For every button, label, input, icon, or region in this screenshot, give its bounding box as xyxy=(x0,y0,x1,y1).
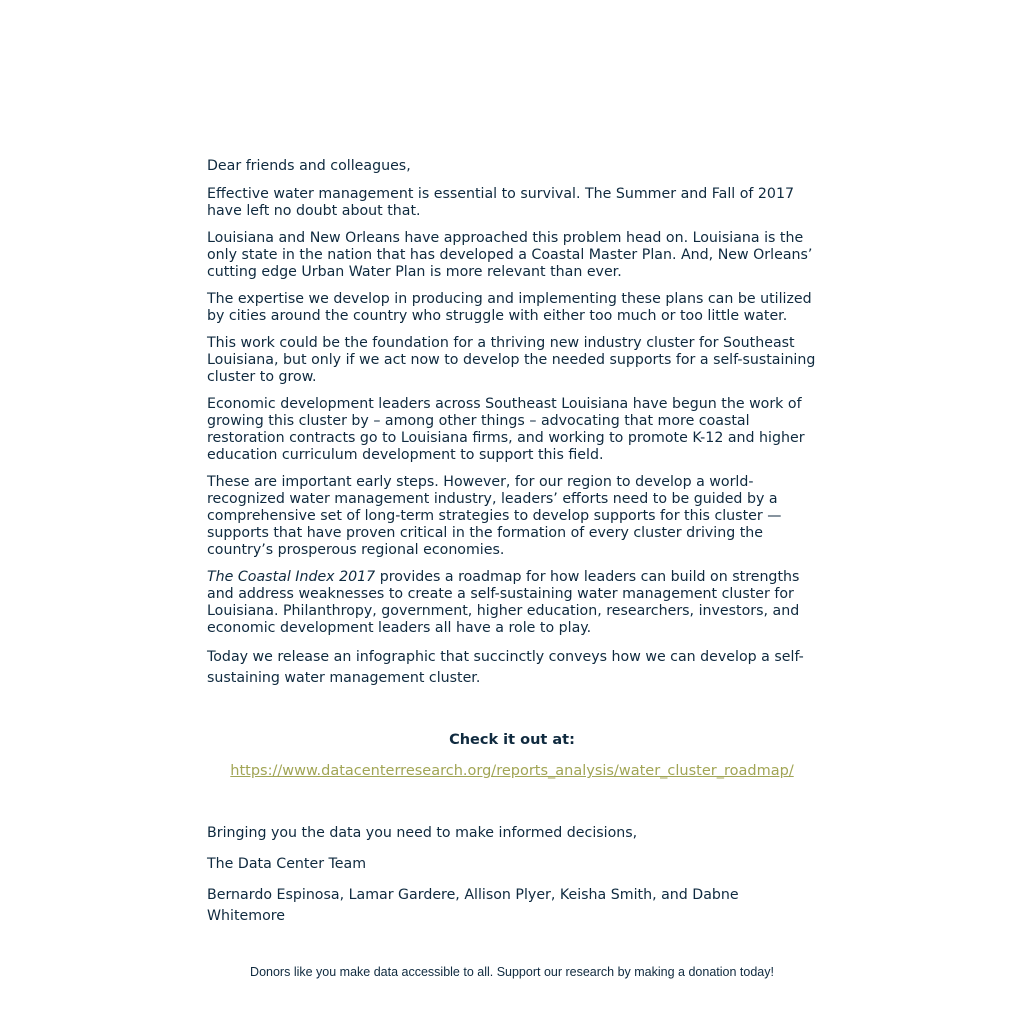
paragraph-survival: Effective water management is essential to survival. The Summer and Fall of 2017 have left no doubt about that. xyxy=(207,186,795,219)
check-it-out-heading: Check it out at: xyxy=(449,732,575,748)
paragraph-infographic: Today we release an infographic that succinctly conveys how we can develop a self-sustaining water management cluster. xyxy=(207,649,804,686)
team-members: Bernardo Espinosa, Lamar Gardere, Allison Plyer, Keisha Smith, and Dabne Whitemore xyxy=(207,887,739,924)
paragraph-coastal-index xyxy=(207,569,819,637)
letter-body xyxy=(207,158,819,699)
paragraph-expertise: The expertise we develop in producing and implementing these plans can be utilized by cities around the country who struggle with either too much or too little water. xyxy=(207,291,812,324)
paragraph-coastal-plan: Louisiana and New Orleans have approached this problem head on. Louisiana is the only state in the nation that has developed a Coastal Master Plan. And, New Orleans’ cutting edge Urban Water Plan is more relevant than ever. xyxy=(207,230,813,280)
roadmap-link-container xyxy=(207,763,817,779)
paragraph-coastal-index-text: provides a roadmap for how leaders can build on strengths and address weaknesses to create a self-sustaining water management cluster for Louisiana. Philanthropy, government, higher education, researchers, investors, and economic development leaders all have a role to play. xyxy=(207,569,800,636)
report-title: The Coastal Index 2017 xyxy=(207,569,376,585)
donation-footer: Donors like you make data accessible to all. Support our research by making a donation today! xyxy=(250,965,774,979)
paragraph-economic-development: Economic development leaders across Southeast Louisiana have begun the work of growing this cluster by – among other things – advocating that more coastal restoration contracts go to Louisiana firms, and working to promote K-12 and higher education curriculum development to support this field. xyxy=(207,396,805,463)
team-name: The Data Center Team xyxy=(207,856,367,872)
paragraph-early-steps: These are important early steps. However, for our region to develop a world-recognized water management industry, leaders’ efforts need to be guided by a comprehensive set of long-term strategies to develop supports for this cluster — supports that have proven critical in the formation of every cluster driving the country’s prosperous regional economies. xyxy=(207,474,782,558)
signoff xyxy=(207,823,767,937)
roadmap-link[interactable]: https://www.datacenterresearch.org/reports_analysis/water_cluster_roadmap/ xyxy=(230,763,794,779)
greeting: Dear friends and colleagues, xyxy=(207,158,411,174)
signoff-line: Bringing you the data you need to make informed decisions, xyxy=(207,825,638,841)
paragraph-foundation: This work could be the foundation for a thriving new industry cluster for Southeast Louisiana, but only if we act now to develop the needed supports for a self-sustaining cluster to grow. xyxy=(207,335,816,385)
